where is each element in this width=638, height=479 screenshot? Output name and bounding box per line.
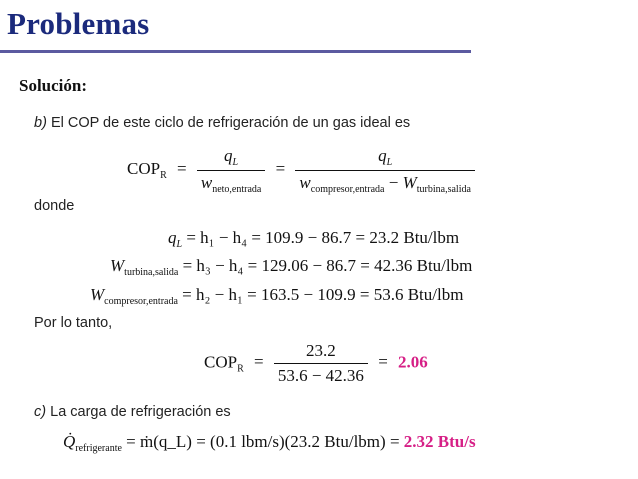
eq-w-turbina-rhs: = h₃ − h₄ = 129.06 − 86.7 = 42.36 Btu/lbm <box>182 256 473 275</box>
eq-w-compresor: $W_{compresor,entrada} = h_2 - h_1 = 163.5 - 109.9 = 53.6$ Btu/lbm <box>90 285 464 307</box>
section-label: Solución: <box>19 76 88 95</box>
cop-result-value: 2.06 <box>398 352 428 372</box>
part-c-marker: c) <box>34 404 47 420</box>
refrigeration-load-rhs: = ṁ(q_L) = (0.1 lbm/s)(23.2 Btu/lbm) = <box>126 432 400 451</box>
page-title: Problemas <box>7 6 150 41</box>
part-b-intro <box>34 115 410 131</box>
cop-lhs: $COP_R$ <box>127 159 167 182</box>
cop-fraction-2: $\frac{q_L}{w_{compresor,entrada} - W_{turbina,salida}}$ <box>295 146 475 195</box>
eq-ql: $q_L = h_1 - h_4 = 109.9 - 86.7 = 23.2$ Btu/lbm <box>168 228 460 250</box>
refrigeration-load-result: 2.32 Btu/s <box>403 432 476 451</box>
por-lo-tanto-text: Por lo tanto, <box>34 315 113 331</box>
eq-w-turbina: $W_{turbina,salida} = h_3 - h_4 = 129.06 - 86.7 = 42.36$ Btu/lbm <box>110 256 473 278</box>
part-b-intro-text: El COP de este ciclo de refrigeración de un gas ideal es <box>50 115 411 131</box>
cop-result-equation: $COP_R$ = $\frac{23.2}{53.6 - 42.36}$ = 2.06 <box>204 341 428 385</box>
eq-ql-rhs: = h₁ − h₄ = 109.9 − 86.7 = 23.2 Btu/lbm <box>186 228 460 247</box>
part-c-intro-text: La carga de refrigeración es <box>50 404 231 420</box>
part-b-marker: b) <box>34 115 47 131</box>
cop-fraction-1: $\frac{q_L}{w_{neto,entrada}}$ <box>197 146 265 195</box>
donde-text: donde <box>34 198 75 214</box>
cop-result-fraction: $\frac{23.2}{53.6 - 42.36}$ <box>274 341 368 386</box>
part-c-intro <box>34 404 231 420</box>
eq-w-compresor-rhs: = h₂ − h₁ = 163.5 − 109.9 = 53.6 Btu/lbm <box>182 285 464 304</box>
refrigeration-load-equation: $Q̇_{refrigerante}$ = ṁ(q_L) = (0.1 lbm/s)(23.2 Btu/lbm) = 2.32 Btu/s <box>63 432 476 454</box>
cop-definition-equation: $COP_R$ = $\frac{q_L}{w_{neto,entrada}}$ = $\frac{q_L}{w_{compresor,entrada} - W_{turbina,salida}}$ <box>127 146 475 195</box>
title-underline <box>0 50 471 53</box>
